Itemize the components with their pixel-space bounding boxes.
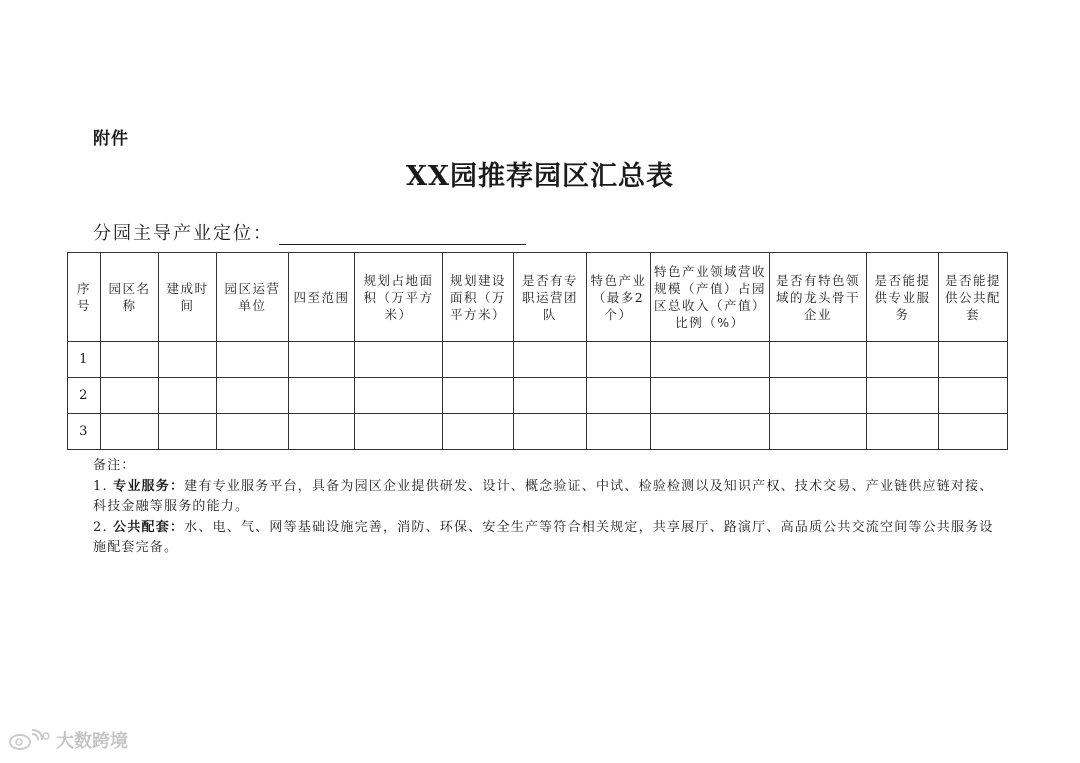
note-number: 1. <box>93 478 108 494</box>
table-header-row <box>68 253 1008 342</box>
watermark <box>8 727 128 753</box>
table-row <box>68 414 1008 450</box>
header-cell: 是否能提供专业服务 <box>867 253 939 342</box>
header-cell: 四至范围 <box>289 253 355 342</box>
header-cell: 序号 <box>68 253 101 342</box>
table-cell <box>217 378 289 414</box>
table-cell <box>587 342 651 378</box>
position-label: 分园主导产业定位： <box>93 223 273 244</box>
header-cell: 是否有专职运营团队 <box>514 253 587 342</box>
table-cell <box>101 414 159 450</box>
summary-table <box>67 252 1008 450</box>
table-cell <box>651 342 770 378</box>
table-cell <box>217 342 289 378</box>
table-cell <box>587 378 651 414</box>
table-cell <box>289 378 355 414</box>
table-cell <box>770 414 867 450</box>
table-row <box>68 342 1008 378</box>
header-cell: 园区运营单位 <box>217 253 289 342</box>
table-cell <box>355 342 443 378</box>
table-cell <box>101 342 159 378</box>
weibo-logo-icon <box>8 728 52 752</box>
note-item <box>93 518 1003 559</box>
header-cell: 是否有特色领域的龙头骨干企业 <box>770 253 867 342</box>
watermark-text: 大数跨境 <box>56 731 128 752</box>
header-cell: 规划建设面积（万平方米） <box>443 253 514 342</box>
header-cell: 规划占地面积（万平方米） <box>355 253 443 342</box>
position-field <box>93 219 526 245</box>
table-cell <box>939 414 1008 450</box>
notes-heading: 备注： <box>93 458 136 473</box>
table-cell <box>514 414 587 450</box>
table-cell <box>217 414 289 450</box>
table-cell <box>443 378 514 414</box>
note-label: 专业服务： <box>113 478 185 494</box>
table-cell <box>770 378 867 414</box>
table-cell <box>770 342 867 378</box>
table-cell <box>939 342 1008 378</box>
row-number-cell: 3 <box>68 414 101 450</box>
row-number-cell: 1 <box>68 342 101 378</box>
note-number: 2. <box>93 519 108 535</box>
note-item <box>93 477 1003 518</box>
position-blank-line <box>279 224 526 245</box>
table-cell <box>159 378 217 414</box>
table-cell <box>159 414 217 450</box>
note-text: 水、电、气、网等基础设施完善，消防、环保、安全生产等符合相关规定，共享展厅、路演厅、高品质公共交流空间等公共服务设施配套完备。 <box>93 519 994 555</box>
header-cell: 是否能提供公共配套 <box>939 253 1008 342</box>
table-cell <box>355 414 443 450</box>
table-cell <box>355 378 443 414</box>
table-cell <box>443 342 514 378</box>
header-cell: 园区名称 <box>101 253 159 342</box>
attachment-label: 附件 <box>93 129 129 149</box>
header-cell: 特色产业（最多2个） <box>587 253 651 342</box>
note-text: 建有专业服务平台，具备为园区企业提供研发、设计、概念验证、中试、检验检测以及知识产权、技术交易、产业链供应链对接、科技金融等服务的能力。 <box>93 478 994 514</box>
table-cell <box>651 378 770 414</box>
row-number-cell: 2 <box>68 378 101 414</box>
table-cell <box>651 414 770 450</box>
table-cell <box>289 414 355 450</box>
header-cell: 特色产业领域营收规模（产值）占园区总收入（产值）比例（%） <box>651 253 770 342</box>
table-cell <box>443 414 514 450</box>
table-cell <box>289 342 355 378</box>
table-cell <box>514 342 587 378</box>
table-cell <box>101 378 159 414</box>
table-cell <box>867 414 939 450</box>
table-cell <box>867 378 939 414</box>
table-cell <box>514 378 587 414</box>
note-label: 公共配套： <box>113 519 185 535</box>
notes-section <box>93 456 1003 559</box>
table-cell <box>159 342 217 378</box>
table-cell <box>867 342 939 378</box>
page-title: XX园推荐园区汇总表 <box>406 161 674 192</box>
table-row <box>68 378 1008 414</box>
table-cell <box>939 378 1008 414</box>
header-cell: 建成时间 <box>159 253 217 342</box>
table-cell <box>587 414 651 450</box>
